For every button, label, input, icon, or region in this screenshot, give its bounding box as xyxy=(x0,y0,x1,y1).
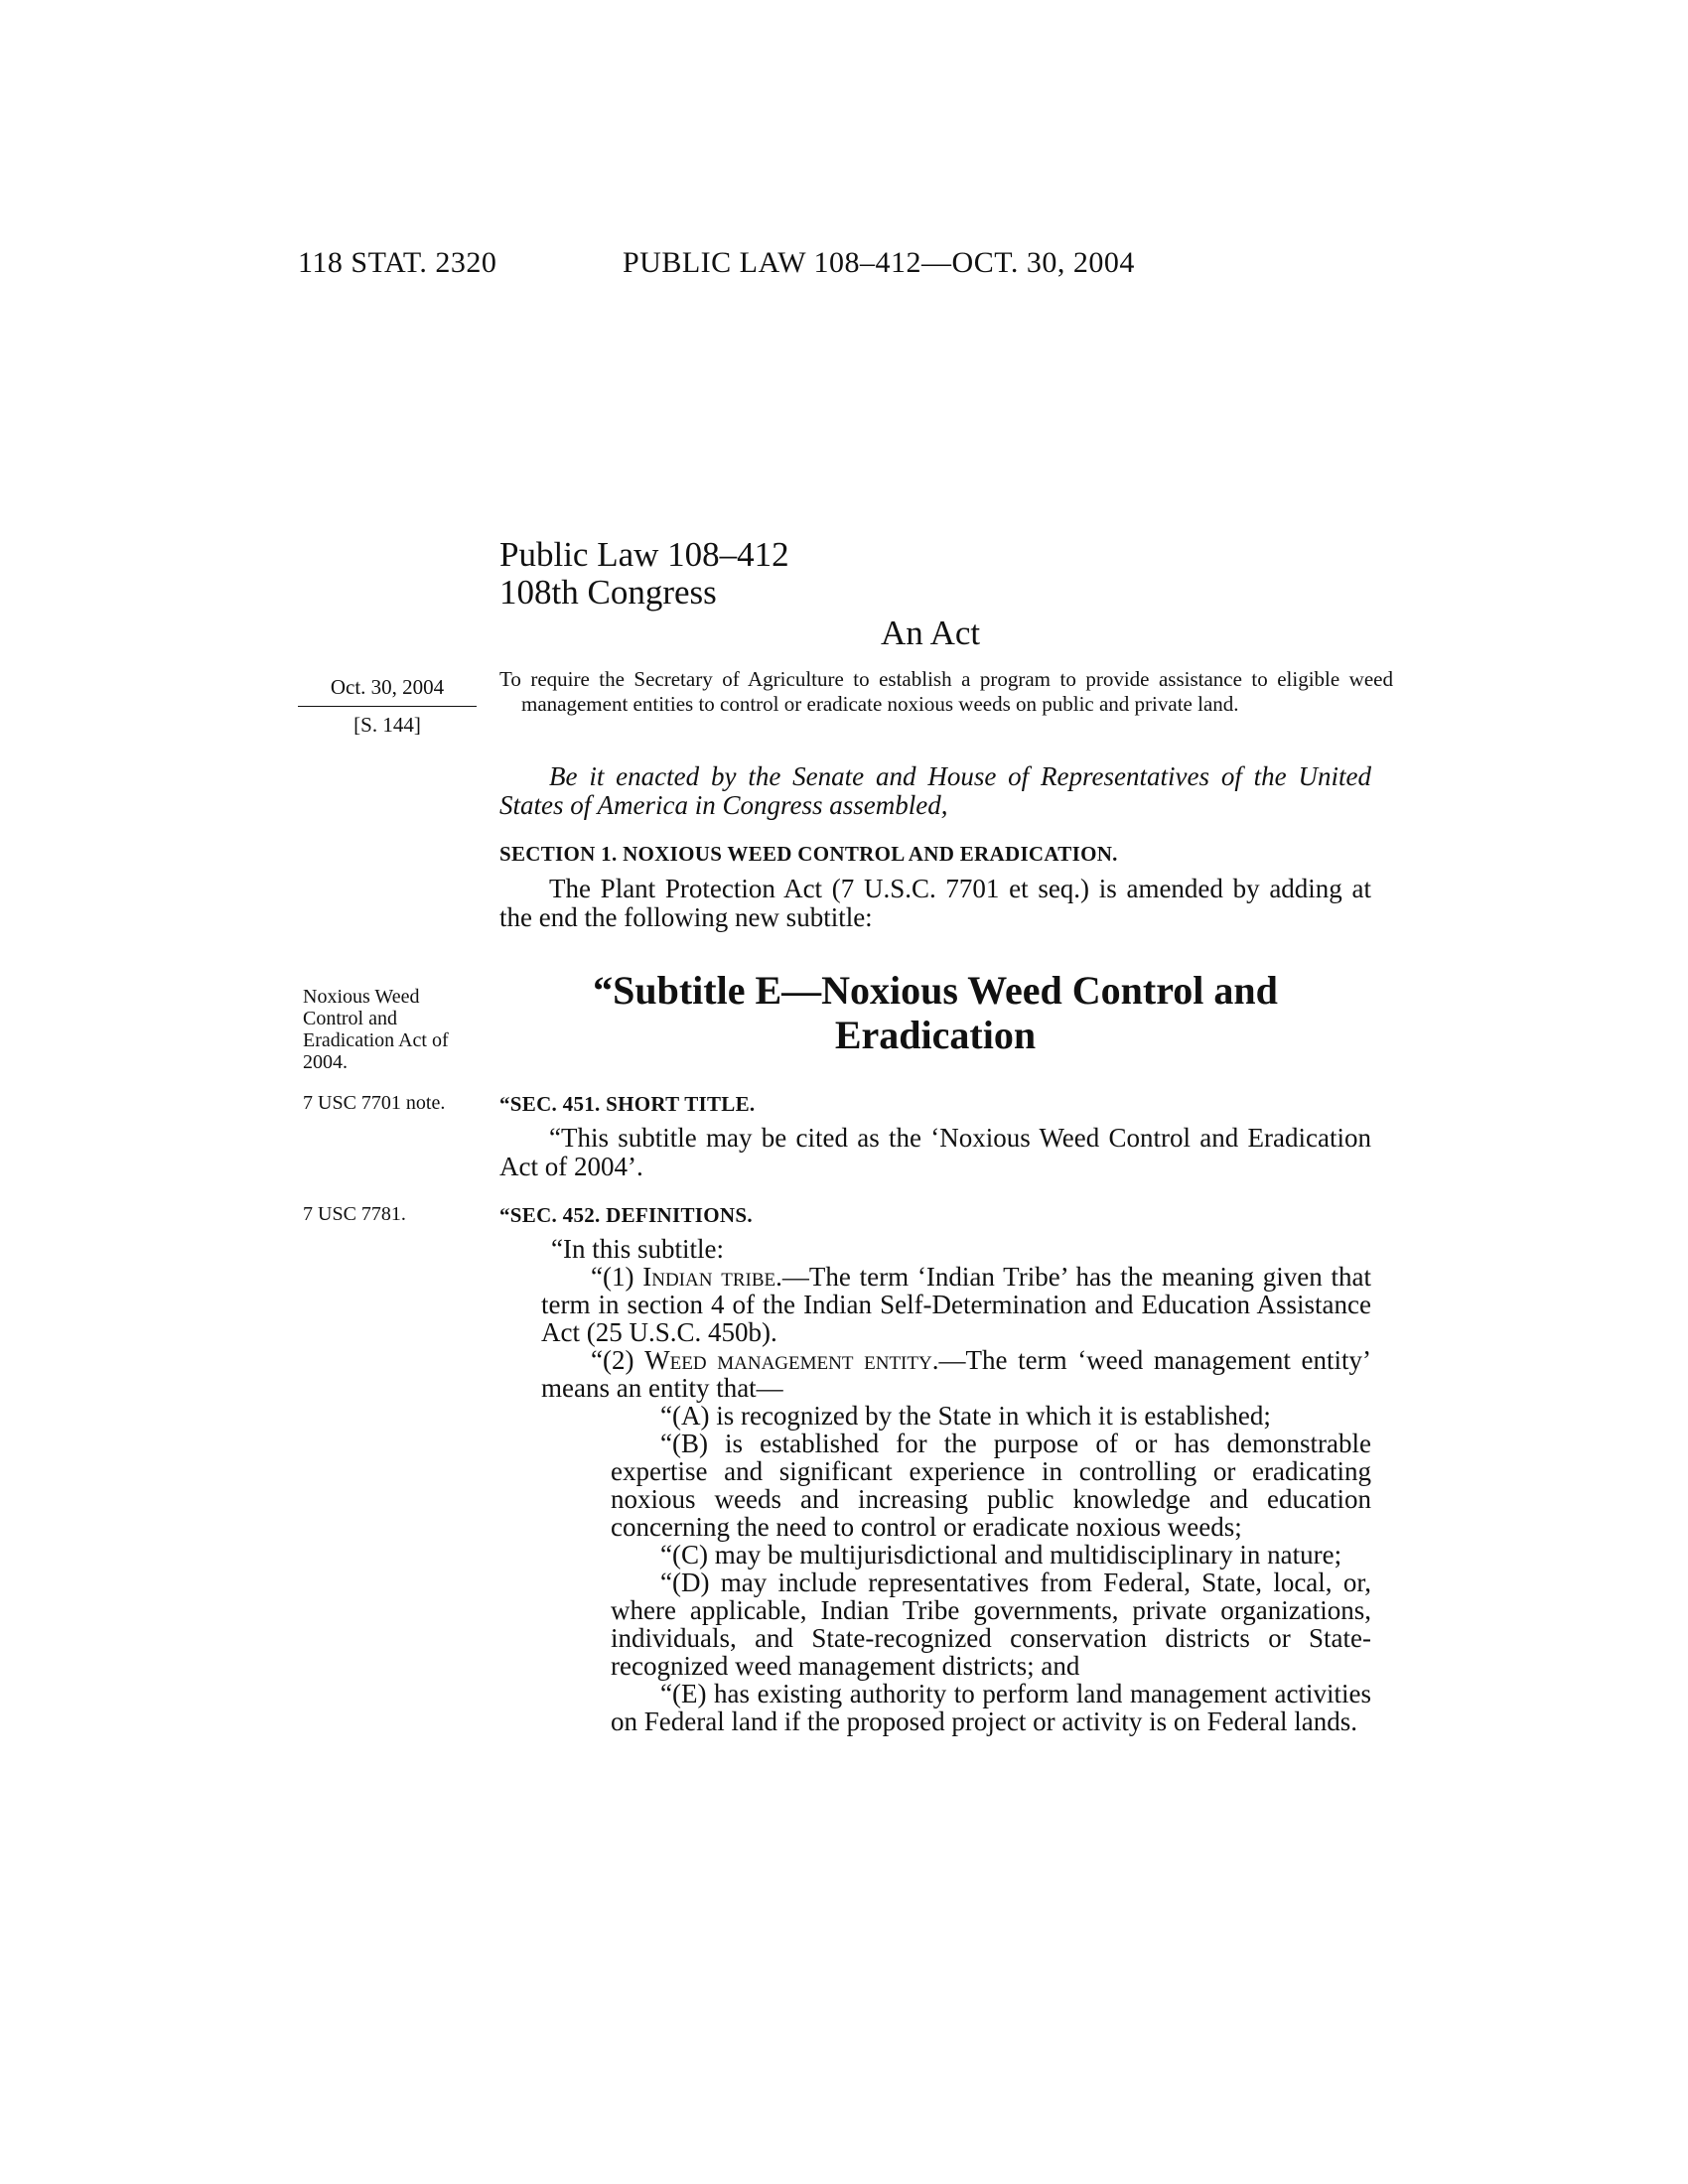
sidenote-divider xyxy=(298,706,477,707)
subitem-c: “(C) may be multijurisdictional and multidisciplinary in nature; xyxy=(660,1540,1342,1570)
sec-452-sidenote: 7 USC 7781. xyxy=(303,1203,406,1225)
definitions-block xyxy=(541,1235,1371,1735)
definition-1-text: .—The term ‘Indian Tribe’ has the meaning given that term in section 4 of the Indian Self-Determination and Education Assistance Act (25 U.S.C. 450b). xyxy=(541,1262,1371,1347)
public-law-number: Public Law 108–412 xyxy=(499,535,789,574)
definition-indian-tribe xyxy=(541,1263,1371,1346)
definition-subitems xyxy=(541,1402,1371,1735)
running-head-title: PUBLIC LAW 108–412—OCT. 30, 2004 xyxy=(623,246,1135,279)
congress-number: 108th Congress xyxy=(499,573,717,612)
definition-2-prefix: “(2) xyxy=(591,1345,645,1375)
date-sidenote xyxy=(298,675,477,738)
definition-2-term: Weed management entity xyxy=(644,1345,932,1375)
definition-1-term: Indian tribe xyxy=(642,1262,776,1292)
subtitle-heading: “Subtitle E—Noxious Weed Control and Eradication xyxy=(593,968,1278,1057)
subitem-d: “(D) may include representatives from Federal, State, local, or, where applicable, Indian Tribe governments, private organizations, individuals, and State-recognized conservation districts or State-recognized weed management districts; and xyxy=(611,1568,1371,1681)
definition-weed-management-entity xyxy=(541,1346,1371,1402)
sec-452-heading: “SEC. 452. DEFINITIONS. xyxy=(499,1203,753,1227)
definition-2-text: .—The term ‘weed management entity’ means an entity that— xyxy=(541,1345,1371,1403)
subitem-b: “(B) is established for the purpose of or has demonstrable expertise and significant experience in controlling or eradicating noxious weeds and increasing public knowledge and education concerning the need to control or eradicate noxious weeds; xyxy=(611,1429,1371,1542)
act-purpose: To require the Secretary of Agriculture to establish a program to provide assistance to eligible weed management entities to control or eradicate noxious weeds on public and private land. xyxy=(499,667,1393,716)
subitem-a: “(A) is recognized by the State in which it is established; xyxy=(660,1401,1271,1431)
act-label: An Act xyxy=(881,614,981,652)
sec-451-heading: “SEC. 451. SHORT TITLE. xyxy=(499,1092,756,1116)
enacting-clause: Be it enacted by the Senate and House of Representatives of the United States of America in Congress assembled, xyxy=(499,761,1371,820)
definition-1-prefix: “(1) xyxy=(591,1262,643,1292)
subtitle-sidenote: Noxious Weed Control and Eradication Act of 2004. xyxy=(303,986,449,1073)
definitions-intro: “In this subtitle: xyxy=(551,1234,724,1264)
bill-number: [S. 144] xyxy=(353,713,421,737)
enactment-date: Oct. 30, 2004 xyxy=(330,675,445,699)
section-1-heading: SECTION 1. NOXIOUS WEED CONTROL AND ERADICATION. xyxy=(499,842,1118,866)
subitem-e: “(E) has existing authority to perform land management activities on Federal land if the proposed project or activity is on Federal lands. xyxy=(611,1679,1371,1736)
sec-451-text: “This subtitle may be cited as the ‘Noxious Weed Control and Eradication Act of 2004’. xyxy=(499,1123,1371,1181)
sec-451-sidenote: 7 USC 7701 note. xyxy=(303,1092,446,1114)
page-reference: 118 STAT. 2320 xyxy=(298,246,497,279)
section-1-text: The Plant Protection Act (7 U.S.C. 7701 et seq.) is amended by adding at the end the following new subtitle: xyxy=(499,874,1371,932)
